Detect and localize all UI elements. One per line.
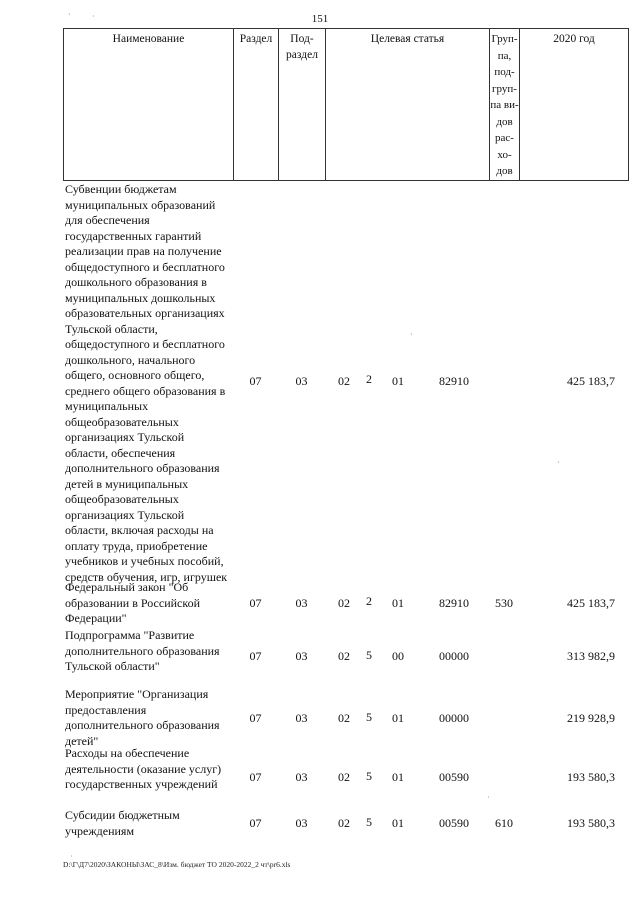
footer-file-path: D:\Г\Д7\2020\ЗАКОНЫ\ЗАС_8\Изм. бюджет ТО 2020-2022_2 чт\pr6.xls: [63, 860, 291, 869]
row-cs-event: 01: [392, 596, 404, 610]
row-amount: 425 183,7: [567, 374, 615, 388]
row-name: Субвенции бюджетам муниципальных образований для обеспечения государственных гарантий реализации прав на получение общедоступного и бесплатного дошкольного образования в муниципальных дошкольных образовательных организациях Тульской области, общедоступного и бесплатного дошкольного, начального общего, основного общего, среднего общего образования в муниципальных общеобразовательных организациях Тульской области, обеспечения дополнительного образования детей в муниципальных общеобразовательных организациях Тульской области, включая расходы на оплату труда, приобретение учебников и учебных пособий, средств обучения, игр, игрушек: [65, 182, 228, 584]
scan-speck: ·: [557, 458, 560, 467]
row-cs-direction: 00000: [439, 711, 469, 725]
row-podrazdel: 03: [295, 816, 308, 830]
row-razdel: 07: [249, 711, 262, 725]
scan-speck: ·: [487, 793, 490, 802]
row-cs-event: 00: [392, 649, 404, 663]
scan-speck: ·: [92, 12, 95, 21]
table-row: [63, 687, 628, 747]
scan-speck: ·: [410, 330, 413, 339]
table-header: [63, 28, 629, 181]
header-year: 2020 год: [520, 29, 629, 181]
header-subsection: Под-раздел: [279, 29, 326, 181]
row-amount: 313 982,9: [567, 649, 615, 663]
header-name: Наименование: [64, 29, 234, 181]
row-cs-direction: 82910: [439, 596, 469, 610]
page-number: 151: [311, 13, 329, 25]
row-razdel: 07: [249, 770, 262, 784]
row-name: Расходы на обеспечение деятельности (оказание услуг) государственных учреждений: [65, 746, 222, 791]
row-group: 610: [495, 816, 513, 830]
row-podrazdel: 03: [295, 596, 308, 610]
row-cs-subprogram: 5: [366, 815, 372, 829]
table-row: [63, 808, 628, 848]
header-group: Груп-па, под-груп-па ви-дов рас-хо-дов: [490, 29, 520, 181]
row-amount: 193 580,3: [567, 770, 615, 784]
row-cs-subprogram: 5: [366, 710, 372, 724]
row-cs-direction: 00590: [439, 816, 469, 830]
row-razdel: 07: [249, 596, 262, 610]
row-cs-subprogram: 2: [366, 372, 372, 386]
row-cs-subprogram: 2: [366, 594, 372, 608]
row-cs-event: 01: [392, 374, 404, 388]
row-cs-event: 01: [392, 816, 404, 830]
row-podrazdel: 03: [295, 374, 308, 388]
table-row: [63, 746, 628, 806]
row-cs-event: 01: [392, 770, 404, 784]
row-cs-program: 02: [338, 711, 350, 725]
row-cs-subprogram: 5: [366, 769, 372, 783]
row-cs-direction: 00000: [439, 649, 469, 663]
row-razdel: 07: [249, 816, 262, 830]
row-cs-direction: 82910: [439, 374, 469, 388]
header-target-article: Целевая статья: [326, 29, 490, 181]
table-row: [63, 182, 628, 584]
row-cs-program: 02: [338, 596, 350, 610]
row-amount: 425 183,7: [567, 596, 615, 610]
row-name: Субсидии бюджетным учреждениям: [65, 808, 180, 838]
row-amount: 219 928,9: [567, 711, 615, 725]
row-group: 530: [495, 596, 513, 610]
row-cs-subprogram: 5: [366, 648, 372, 662]
row-podrazdel: 03: [295, 649, 308, 663]
row-cs-direction: 00590: [439, 770, 469, 784]
row-name: Мероприятие "Организация предоставления дополнительного образования детей": [65, 687, 220, 748]
row-name: Федеральный закон "Об образовании в Российской Федерации": [65, 580, 201, 625]
row-amount: 193 580,3: [567, 816, 615, 830]
header-section: Раздел: [234, 29, 279, 181]
row-podrazdel: 03: [295, 711, 308, 725]
scan-speck: ·: [70, 852, 73, 861]
row-razdel: 07: [249, 649, 262, 663]
scan-speck: ·: [68, 10, 71, 19]
row-cs-program: 02: [338, 374, 350, 388]
row-name: Подпрограмма "Развитие дополнительного образования Тульской области": [65, 628, 220, 673]
row-cs-event: 01: [392, 711, 404, 725]
row-podrazdel: 03: [295, 770, 308, 784]
row-cs-program: 02: [338, 816, 350, 830]
row-cs-program: 02: [338, 649, 350, 663]
row-razdel: 07: [249, 374, 262, 388]
table-row: [63, 580, 628, 626]
row-cs-program: 02: [338, 770, 350, 784]
table-row: [63, 628, 628, 686]
